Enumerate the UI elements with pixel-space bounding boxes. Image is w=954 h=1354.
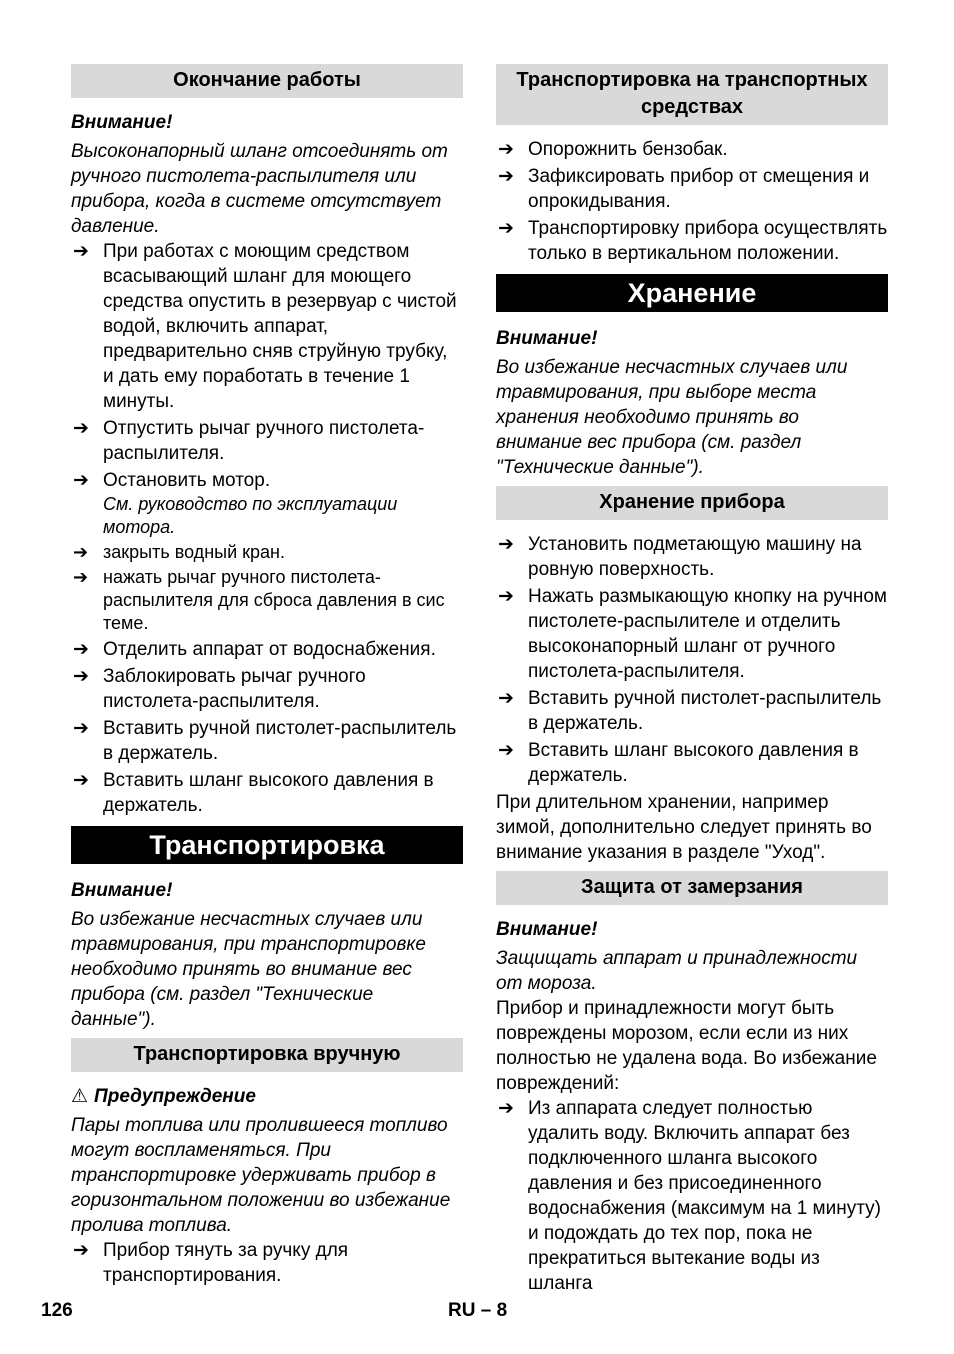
attention-text: Во избежание несчастных случаев или травмирования, при выборе места хранения необходимо принять во внимание вес прибора (см. раздел "Технические данные"). xyxy=(496,357,848,478)
section-title-frost-protection: Защита от замерзания xyxy=(496,871,888,905)
section-title-transport: Транспортировка xyxy=(71,826,463,864)
bullet-list xyxy=(71,239,463,493)
arrow-icon: ➔ xyxy=(498,740,514,761)
language-page-label: RU – 8 xyxy=(448,1300,508,1321)
list-item: ➔ Заблокировать рычаг ручного пистолета-распылителя. xyxy=(73,666,366,712)
arrow-icon: ➔ xyxy=(73,418,89,439)
attention-text: Во избежание несчастных случаев или травмирования, при транспортировке необходимо принять во внимание вес прибора (см. раздел "Технические данные"). xyxy=(71,909,426,1030)
arrow-icon: ➔ xyxy=(73,639,89,660)
bullet-list xyxy=(496,532,888,788)
right-column xyxy=(496,64,888,1298)
attention-label: Внимание! xyxy=(496,328,598,349)
section-title-storage: Хранение xyxy=(496,274,888,312)
attention-text: Защищать аппарат и принадлежности от мороза. xyxy=(496,948,858,994)
warning-triangle-icon: ⚠ xyxy=(71,1086,89,1107)
bullet-list xyxy=(496,1096,888,1296)
engine-manual-note: См. руководство по эксплуатации мотора. xyxy=(103,494,398,537)
section-title-device-storage: Хранение прибора xyxy=(496,486,888,520)
warning-text: Пары топлива или пролившееся топливо могут воспламеняться. При транспортировке удерживать прибор в горизонтальном положении во избежание пролива топлива. xyxy=(71,1115,451,1236)
arrow-icon: ➔ xyxy=(498,1098,514,1119)
list-item: ➔ Отделить аппарат от водоснабжения. xyxy=(73,639,436,660)
left-column xyxy=(71,64,463,1290)
arrow-icon: ➔ xyxy=(73,1240,89,1261)
section-title-vehicle-transport: Транспортировка на транспортных средствах xyxy=(496,64,888,125)
attention-label: Внимание! xyxy=(496,919,598,940)
frost-paragraph: Прибор и принадлежности могут быть повреждены морозом, если если из них полностью не удалена вода. Во избежание повреждений: xyxy=(496,998,877,1094)
list-item: ➔ Транспортировку прибора осуществлять только в вертикальном положении. xyxy=(498,218,888,264)
arrow-icon: ➔ xyxy=(498,586,514,607)
arrow-icon: ➔ xyxy=(498,218,514,239)
warning-label: ⚠ Предупреждение xyxy=(71,1086,256,1107)
arrow-icon: ➔ xyxy=(498,166,514,187)
list-item: ➔ Нажать размыкающую кнопку на ручном пистолете-распылителе и отделить высоконапорный шланг от ручного пистолета-распылителя. xyxy=(498,586,887,682)
list-item: ➔ Опорожнить бензобак. xyxy=(498,139,728,160)
list-item: ➔ Прибор тянуть за ручку для транспортирования. xyxy=(73,1240,349,1286)
bullet-list xyxy=(71,1238,463,1288)
arrow-icon: ➔ xyxy=(73,718,89,739)
section-title-end-of-work: Окончание работы xyxy=(71,64,463,98)
attention-label: Внимание! xyxy=(71,112,173,133)
list-item: ➔ нажать рычаг ручного пистолета-распылителя для сброса давления в сис теме. xyxy=(73,567,445,633)
arrow-icon: ➔ xyxy=(498,688,514,709)
list-item: ➔ Из аппарата следует полностью удалить воду. Включить аппарат без подключенного шланга высокого давления и без присоединенного водоснабжения (максимум на 1 минуту) и подождать до тех пор, пока не прекратиться вытекание воды из шланга xyxy=(498,1098,881,1294)
list-item: ➔ закрыть водный кран. xyxy=(73,542,285,562)
list-item: ➔ Вставить ручной пистолет-распылитель в держатель. xyxy=(73,718,457,764)
list-item: ➔ Отпустить рычаг ручного пистолета-распылителя. xyxy=(73,418,425,464)
bullet-list xyxy=(71,541,463,818)
arrow-icon: ➔ xyxy=(498,139,514,160)
list-item: ➔ Вставить ручной пистолет-распылитель в держатель. xyxy=(498,688,882,734)
arrow-icon: ➔ xyxy=(498,534,514,555)
arrow-icon: ➔ xyxy=(73,241,89,262)
bullet-list xyxy=(496,137,888,266)
arrow-icon: ➔ xyxy=(73,542,89,562)
arrow-icon: ➔ xyxy=(73,567,89,587)
attention-label: Внимание! xyxy=(71,880,173,901)
list-item: ➔ Остановить мотор. xyxy=(73,470,271,491)
arrow-icon: ➔ xyxy=(73,470,89,491)
attention-text: Высоконапорный шланг отсоединять от ручного пистолета-распылителя или прибора, когда в системе отсутствует давление. xyxy=(71,141,448,237)
page-number: 126 xyxy=(41,1300,73,1321)
list-item: ➔ Вставить шланг высокого давления в держатель. xyxy=(498,740,859,786)
section-title-manual-transport: Транспортировка вручную xyxy=(71,1038,463,1072)
list-item: ➔ При работах с моющим средством всасывающий шланг для моющего средства опустить в резервуар с чистой водой, включить аппарат, предварительно сняв струйную трубку, и дать ему поработать в течение 1 минуты. xyxy=(73,241,457,412)
list-item: ➔ Зафиксировать прибор от смещения и опрокидывания. xyxy=(498,166,870,212)
arrow-icon: ➔ xyxy=(73,666,89,687)
arrow-icon: ➔ xyxy=(73,770,89,791)
list-item: ➔ Установить подметающую машину на ровную поверхность. xyxy=(498,534,862,580)
list-item: ➔ Вставить шланг высокого давления в держатель. xyxy=(73,770,434,816)
storage-paragraph: При длительном хранении, например зимой, дополнительно следует принять во внимание указания в разделе "Уход". xyxy=(496,792,872,863)
